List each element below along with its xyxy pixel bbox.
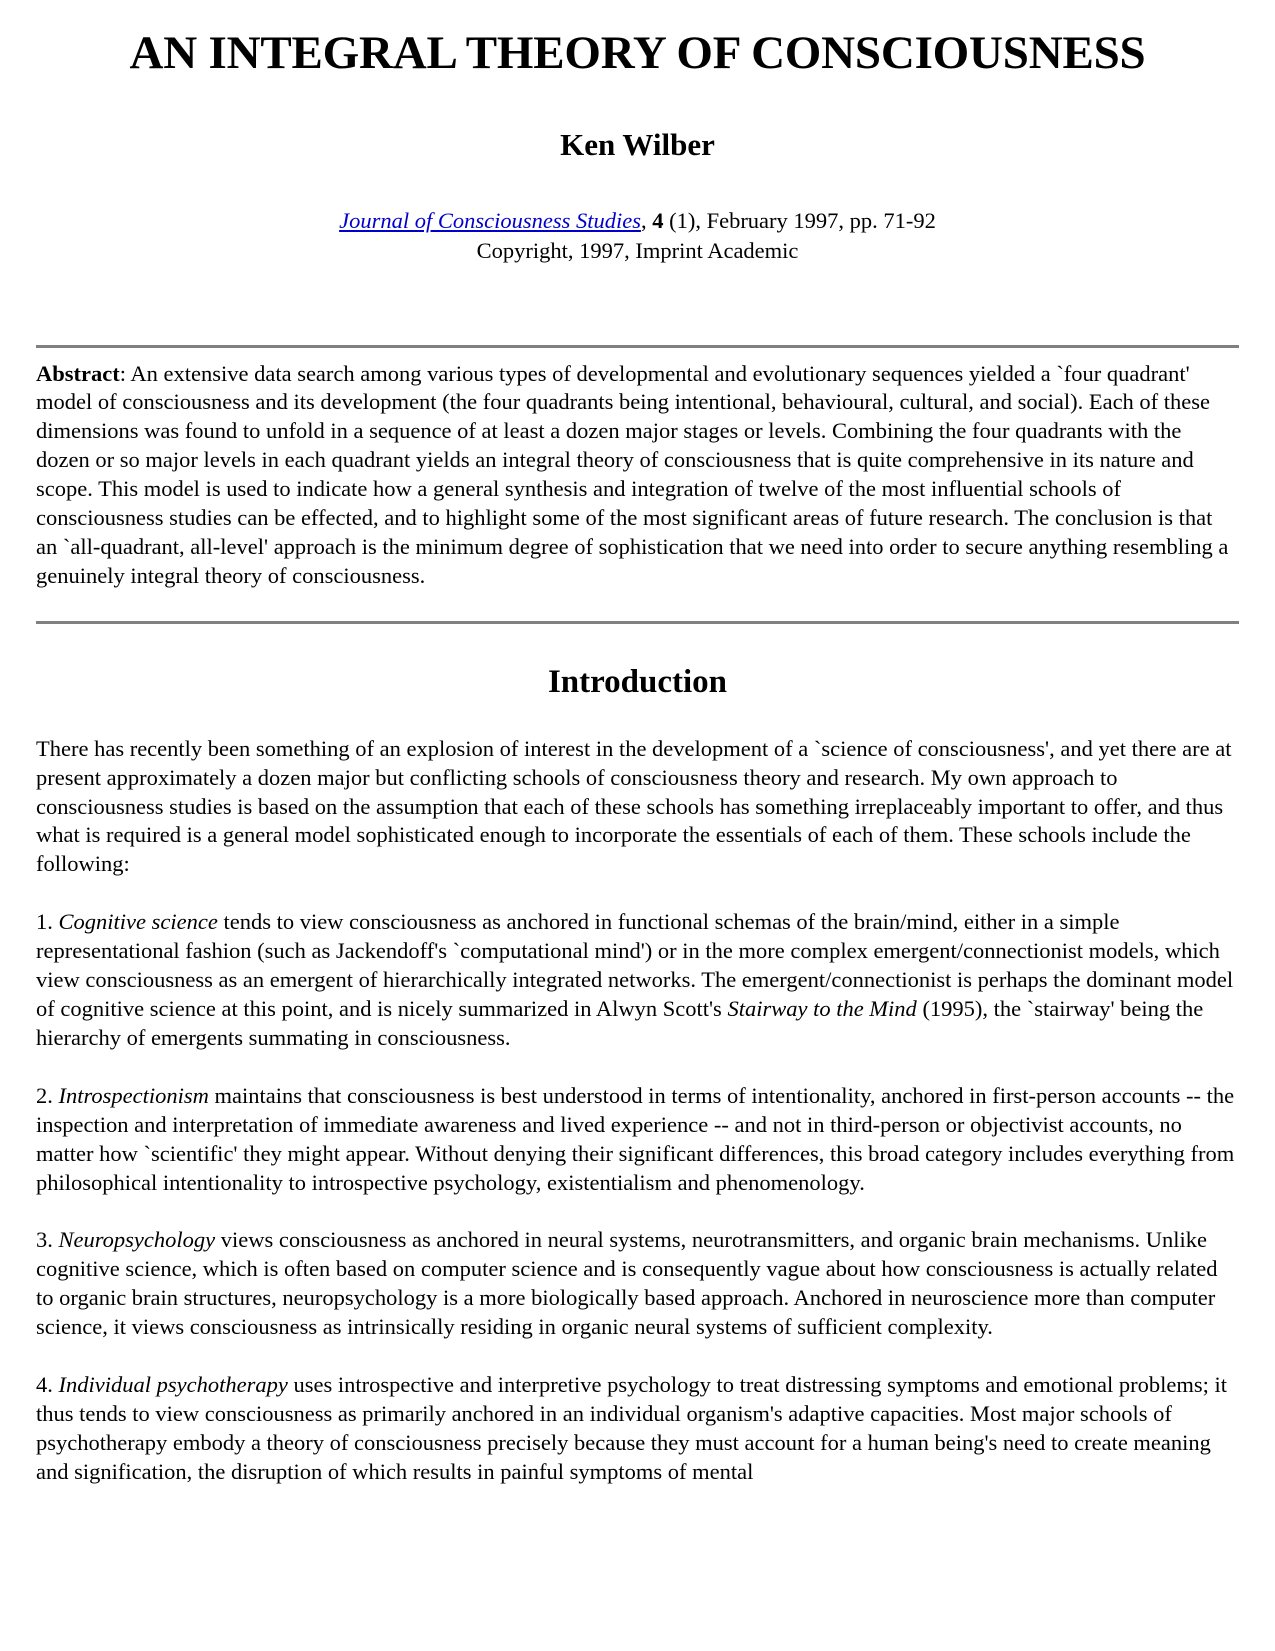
copyright-line: Copyright, 1997, Imprint Academic [476,238,799,264]
paragraph-text: maintains that consciousness is best understood in terms of intentionality, anchored in first-person accounts -- the inspection and interpretation of immediate awareness and lived experience -- and not in third-person or objectivist accounts, no matter how `scientific' they might appear. Without denying their significant differences, this broad category includes everything from philosophical intentionality to introspective psychology, existentialism and phenomenology. [36,1082,1235,1195]
paragraph-text: 2. [36,1082,59,1108]
page-title: AN INTEGRAL THEORY OF CONSCIOUSNESS [129,27,1146,79]
paragraph-text: (1995), the `stairway' being the hierarchy of emergents summating in consciousness. [36,996,1204,1050]
paragraph-intro-opening [36,735,1239,880]
section-heading-introduction: Introduction [547,663,728,700]
abstract-label: Abstract [36,360,120,386]
author-name: Ken Wilber [560,126,715,162]
abstract-text: An extensive data search among various types of developmental and evolutionary sequences yielded a `four quadrant' model of consciousness and its development (the four quadrants being intentional, behavioural, cultural, and social). Each of these dimensions was found to unfold in a sequence of at least a dozen major stages or levels. Combining the four quadrants with the dozen or so major levels in each quadrant yields an integral theory of consciousness that is quite comprehensive in its nature and scope. This model is used to indicate how a general synthesis and integration of twelve of the most influential schools of consciousness studies can be effected, and to highlight some of the most significant areas of future research. The conclusion is that an `all-quadrant, all-level' approach is the minimum degree of sophistication that we need into order to secure anything resembling a genuinely integral theory of consciousness. [36,360,1229,588]
paragraph-text: There has recently been something of an explosion of interest in the development of a `science of consciousness', and yet there are at present approximately a dozen major but conflicting schools of consciousness theory and research. My own approach to consciousness studies is based on the assumption that each of these schools has something irreplaceably important to offer, and thus what is required is a general model sophisticated enough to incorporate the essentials of each of them. These schools include the following: [36,735,1232,877]
italic-term: Neuropsychology [58,1227,216,1253]
paragraph-text: 4. [36,1372,59,1398]
paragraph-school-3-neuropsychology [36,1226,1239,1342]
paragraph-text: 1. [36,909,59,935]
horizontal-rule-top [36,345,1239,348]
abstract-bottom-divider-wrap [36,621,1239,624]
paragraph-text: tends to view consciousness as anchored in functional schemas of the brain/mind, either in a simple representational fashion (such as Jackendoff's `computational mind') or in the more complex emergent/connectionist models, which view consciousness as an emergent of hierarchically integrated networks. The emergent/connectionist is perhaps the dominant model of cognitive science at this point, and is nicely summarized in Alwyn Scott's [36,909,1234,1021]
citation-volume: 4 [652,207,664,233]
paragraph-school-1-cognitive-science [36,908,1239,1053]
paragraph-text: views consciousness as anchored in neural systems, neurotransmitters, and organic brain mechanisms. Unlike cognitive science, which is often based on computer science and is consequently vague about how consciousness is actually related to organic brain structures, neuropsychology is a more biologically based approach. Anchored in neuroscience more than computer science, it views consciousness as intrinsically residing in organic neural systems of sufficient complexity. [36,1227,1218,1340]
citation-comma: , [640,207,653,233]
abstract-label-separator: : [119,360,131,386]
citation-line [36,206,1239,236]
abstract-top-divider-wrap [36,345,1239,348]
citation-issue-date: (1), February 1997, pp. 71-92 [663,207,936,233]
citation-block [36,206,1239,267]
italic-term: Cognitive science [58,909,218,935]
paragraph-text: uses introspective and interpretive psychology to treat distressing symptoms and emotional problems; it thus tends to view consciousness as primarily anchored in an individual organism's adaptive capacities. Most major schools of psychotherapy embody a theory of consciousness precisely because they must account for a human being's need to create meaning and signification, the disruption of which results in painful symptoms of mental [36,1372,1228,1484]
italic-term: Individual psychotherapy [58,1372,288,1398]
abstract-paragraph [36,360,1239,591]
italic-term: Stairway to the Mind [727,996,917,1021]
italic-term: Introspectionism [58,1082,209,1108]
paragraph-school-4-individual-psychotherapy [36,1371,1239,1487]
horizontal-rule-bottom [36,621,1239,624]
paragraph-text: 3. [36,1227,59,1253]
paragraph-school-2-introspectionism [36,1082,1239,1198]
body-paragraphs [36,735,1239,1487]
journal-link[interactable]: Journal of Consciousness Studies [339,207,641,233]
